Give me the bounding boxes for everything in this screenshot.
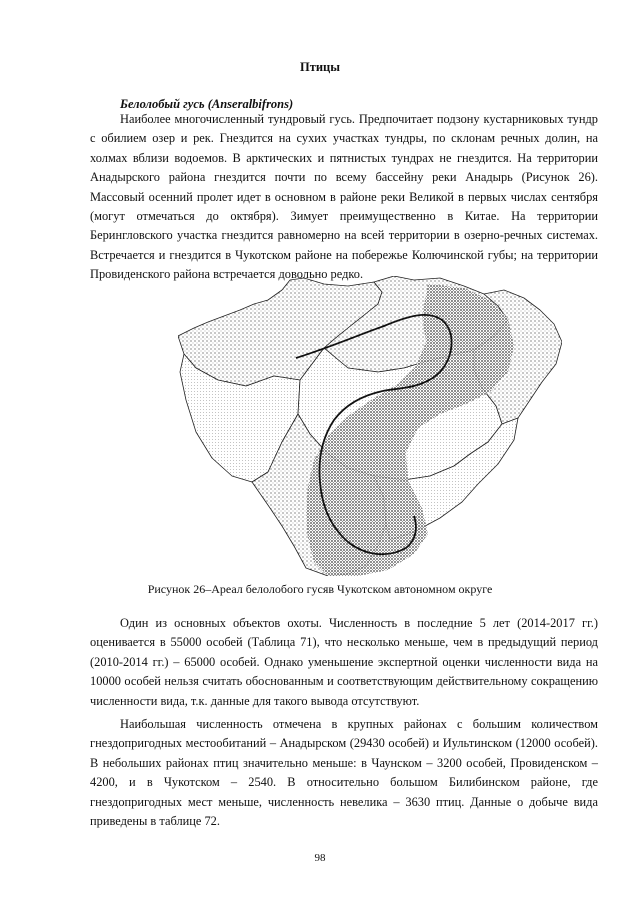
section-title: Птицы (299, 60, 341, 74)
figure-caption: Рисунок 26–Ареал белолобого гусяв Чукотском автономном округе (147, 582, 493, 596)
species-heading: Белолобый гусь (Anseralbifrons) (120, 97, 294, 111)
paragraph-population: Один из основных объектов охоты. Численность в последние 5 лет (2014-2017 гг.) оценивается в 55000 особей (Таблица 71), что несколько меньше, чем в предыдущий период (2010-2014 гг.) – 65000 особей. Однако уменьшение экспертной оценки численности вида на 10000 особей нельзя считать обоснованным и соответствующим действительному сокращению численности вида, т.к. данные для такого вывода отсутствуют. (90, 616, 598, 708)
paragraph-species-description: Наиболее многочисленный тундровый гусь. Предпочитает подзону кустарниковых тундр с обилием озер и рек. Гнездится на сухих участках тундры, по склонам речных долин, на холмах вблизи водоемов. В арктических и пятнистых тундрах не гнездится. На территории Анадырского района гнездится почти по всему бассейну реки Анадырь (Рисунок 26). Массовый осенний пролет идет в основном в районе реки Великой в первых числах сентября (могут отмечаться до октября). Зимует преимущественно в Китае. На территории Берингловского участка гнездится равномерно на всей территории в озерно-речных системах. Встречается и гнездится в Чукотском районе на побережье Колючинской губы; на территории Провиденского района встречается довольно редко. (90, 112, 598, 282)
page-number: 98 (314, 852, 326, 864)
range-map (178, 276, 562, 576)
paragraph-distribution-by-district: Наибольшая численность отмечена в крупных районах с большим количеством гнездопригодных местообитаний – Анадырском (29430 особей) и Иультинском (12000 особей). В небольших районах птиц значительно меньше: в Чаунском – 3200 особей, Провиденском – 4200, и в Чукотском – 2540. В относительно большом Билибинском районе, где гнездопригодных мест меньше, численность невелика – 3630 птиц. Данные о добыче вида приведены в таблице 72. (90, 717, 598, 829)
